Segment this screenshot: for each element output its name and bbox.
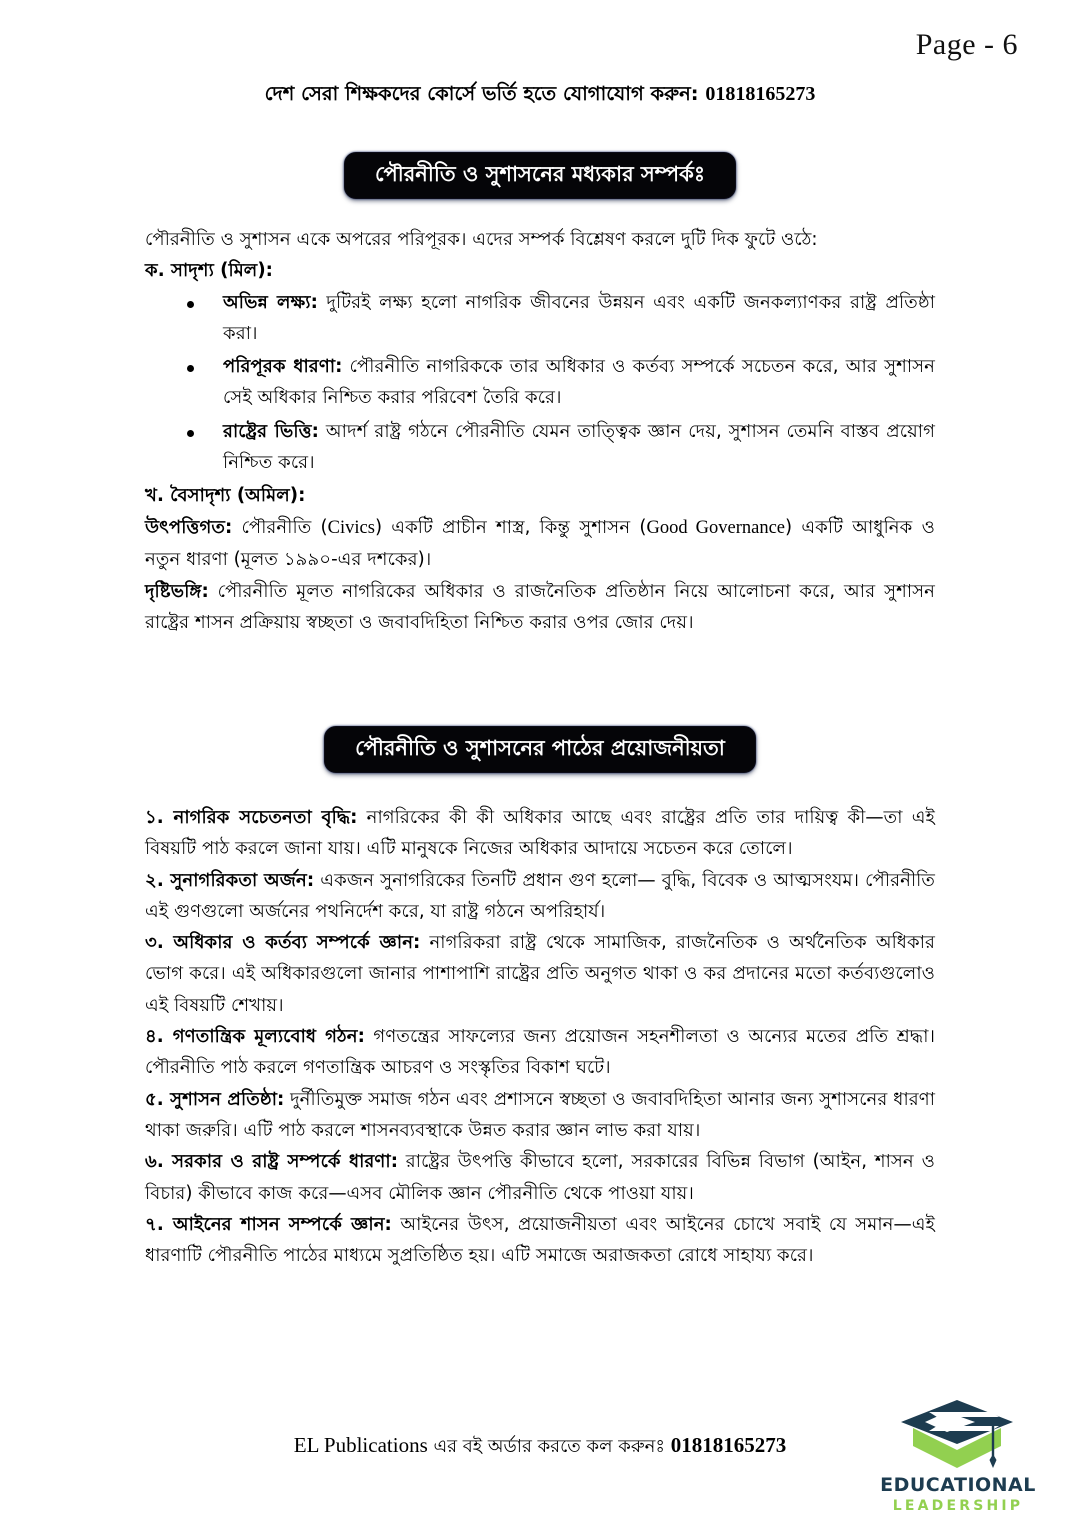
section1-intro: পৌরনীতি ও সুশাসন একে অপরের পরিপূরক। এদের সম্পর্ক বিশ্লেষণ করলে দুটি দিক ফুটে ওঠে: [145, 229, 818, 250]
item-lead: ৩. অধিকার ও কর্তব্য সম্পর্কে জ্ঞান: [145, 932, 421, 954]
section1-bullet-list [145, 287, 935, 479]
item-text: আইনের উৎস, প্রয়োজনীয়তা এবং আইনের চোখে সবাই যে সমান—এই ধারণাটি পৌরনীতি পাঠের মাধ্যমে সুপ্রতিষ্ঠিত হয়। এটি সমাজে অরাজকতা রোধে সাহায্য করে। [145, 1213, 936, 1267]
graduation-cap-logo-icon [895, 1398, 1021, 1472]
list-item [145, 865, 935, 928]
section1-banner-wrap [0, 152, 1080, 199]
section1-paragraph-view [145, 576, 935, 639]
item-lead: ২. সুনাগরিকতা অর্জন: [145, 869, 315, 891]
bullet-lead: অভিন্ন লক্ষ্য: [223, 291, 318, 313]
paragraph-text: পৌরনীতি মূলত নাগরিকের অধিকার ও রাজনৈতিক প্রতিষ্ঠান নিয়ে আলোচনা করে, আর সুশাসন রাষ্ট্রের শাসন প্রক্রিয়ায় স্বচ্ছতা ও জবাবদিহিতা নিশ্চিত করার ওপর জোর দেয়। [145, 580, 935, 634]
header-promo-text: দেশ সেরা শিক্ষকদের কোর্সে ভর্তি হতে যোগাযোগ করুন: [264, 82, 706, 105]
section2-body [145, 802, 935, 1271]
section2-banner-title: পৌরনীতি ও সুশাসনের পাঠের প্রয়োজনীয়তা [324, 726, 756, 773]
list-item [145, 1021, 935, 1084]
section2-numbered-list [145, 802, 935, 1271]
page-number: Page - 6 [915, 28, 1018, 61]
item-text: গণতন্ত্রের সাফল্যের জন্য প্রয়োজন সহনশীলতা ও অন্যের মতের প্রতি শ্রদ্ধা। পৌরনীতি পাঠ করলে গণতান্ত্রিক আচরণ ও সংস্কৃতির বিকাশ ঘটে। [145, 1026, 935, 1079]
section1-paragraph-origin [145, 512, 935, 576]
section1-banner-title: পৌরনীতি ও সুশাসনের মধ্যকার সম্পর্কঃ [344, 152, 736, 199]
section1-body [145, 224, 935, 638]
list-item [145, 1209, 935, 1272]
list-item [145, 927, 935, 1021]
footer-brand: EL Publications [293, 1433, 428, 1457]
latin-term-civics: Civics [327, 517, 375, 538]
section1-sub-b-heading: খ. বৈসাদৃশ্য (অমিল): [145, 485, 306, 507]
section2-banner-wrap [0, 726, 1080, 773]
list-item [145, 287, 935, 350]
item-lead: ৭. আইনের শাসন সম্পর্কে জ্ঞান: [145, 1213, 392, 1235]
item-lead: ৪. গণতান্ত্রিক মূল্যবোধ গঠন: [145, 1026, 365, 1048]
list-item [145, 416, 935, 479]
logo [872, 1398, 1044, 1514]
list-item [145, 1084, 935, 1147]
bullet-text: পৌরনীতি নাগরিককে তার অধিকার ও কর্তব্য সম্পর্কে সচেতন করে, আর সুশাসন সেই অধিকার নিশ্চিত করার পরিবেশ তৈরি করে। [223, 356, 935, 409]
paragraph-text: ) একটি প্রাচীন শাস্ত্র, কিন্তু সুশাসন ( [374, 516, 647, 538]
item-lead: ৫. সুশাসন প্রতিষ্ঠা: [145, 1088, 285, 1110]
list-item [145, 351, 935, 414]
latin-term-good-governance: Good Governance [646, 517, 786, 538]
item-text: একজন সুনাগরিকের তিনটি প্রধান গুণ হলো— বুদ্ধি, বিবেক ও আত্মসংযম। পৌরনীতি এই গুণগুলো অর্জনের পথনির্দেশ করে, যা রাষ্ট্র গঠনে অপরিহার্য। [145, 869, 936, 922]
logo-text-leadership: LEADERSHIP [892, 1498, 1024, 1514]
logo-text-educational: EDUCATIONAL [880, 1474, 1036, 1496]
paragraph-text: ) একটি আধুনিক ও নতুন ধারণা (মূলত ১৯৯০-এর দশকের)। [145, 516, 935, 571]
bullet-text: আদর্শ রাষ্ট্র গঠনে পৌরনীতি যেমন তাত্ত্বিক জ্ঞান দেয়, সুশাসন তেমনি বাস্তব প্রয়োগ নিশ্চিত করে। [223, 420, 935, 474]
paragraph-lead: উৎপত্তিগত: [145, 516, 233, 538]
header-promo-line [0, 80, 1080, 112]
bullet-lead: রাষ্ট্রের ভিত্তি: [223, 420, 319, 442]
paragraph-text: পৌরনীতি ( [232, 516, 328, 538]
paragraph-lead: দৃষ্টিভঙ্গি: [145, 580, 209, 602]
list-item [145, 802, 935, 865]
item-lead: ৬. সরকার ও রাষ্ট্র সম্পর্কে ধারণা: [145, 1151, 398, 1173]
bullet-lead: পরিপূরক ধারণা: [223, 356, 343, 378]
item-lead: ১. নাগরিক সচেতনতা বৃদ্ধি: [145, 807, 358, 828]
item-text: নাগরিকের কী কী অধিকার আছে এবং রাষ্ট্রের প্রতি তার দায়িত্ব কী—তা এই বিষয়টি পাঠ করলে জানা যায়। এটি মানুষকে নিজের অধিকার আদায়ে সচেতন করে তোলে। [145, 807, 935, 860]
footer-text: এর বই অর্ডার করতে কল করুনঃ [427, 1436, 671, 1457]
header-promo-phone: 01818165273 [705, 83, 816, 105]
footer-phone: 01818165273 [670, 1433, 787, 1457]
bullet-text: দুটিরই লক্ষ্য হলো নাগরিক জীবনের উন্নয়ন এবং একটি জনকল্যাণকর রাষ্ট্র প্রতিষ্ঠা করা। [223, 291, 935, 344]
item-text: দুর্নীতিমুক্ত সমাজ গঠন এবং প্রশাসনে স্বচ্ছতা ও জবাবদিহিতা আনার জন্য সুশাসনের ধারণা থাকা জরুরি। এটি পাঠ করলে শাসনব্যবস্থাকে উন্নত করার জ্ঞান লাভ করা যায়। [145, 1088, 935, 1141]
item-text: নাগরিকরা রাষ্ট্র থেকে সামাজিক, রাজনৈতিক ও অর্থনৈতিক অধিকার ভোগ করে। এই অধিকারগুলো জানার পাশাপাশি রাষ্ট্রের প্রতি অনুগত থাকা ও কর প্রদানের মতো কর্তব্যগুলোও এই বিষয়টি শেখায়। [145, 932, 935, 1016]
section1-sub-a-heading: ক. সাদৃশ্য (মিল): [145, 260, 273, 282]
list-item [145, 1146, 935, 1209]
item-text: রাষ্ট্রের উৎপত্তি কীভাবে হলো, সরকারের বিভিন্ন বিভাগ (আইন, শাসন ও বিচার) কীভাবে কাজ করে—এসব মৌলিক জ্ঞান পৌরনীতি থেকে পাওয়া যায়। [145, 1151, 935, 1204]
